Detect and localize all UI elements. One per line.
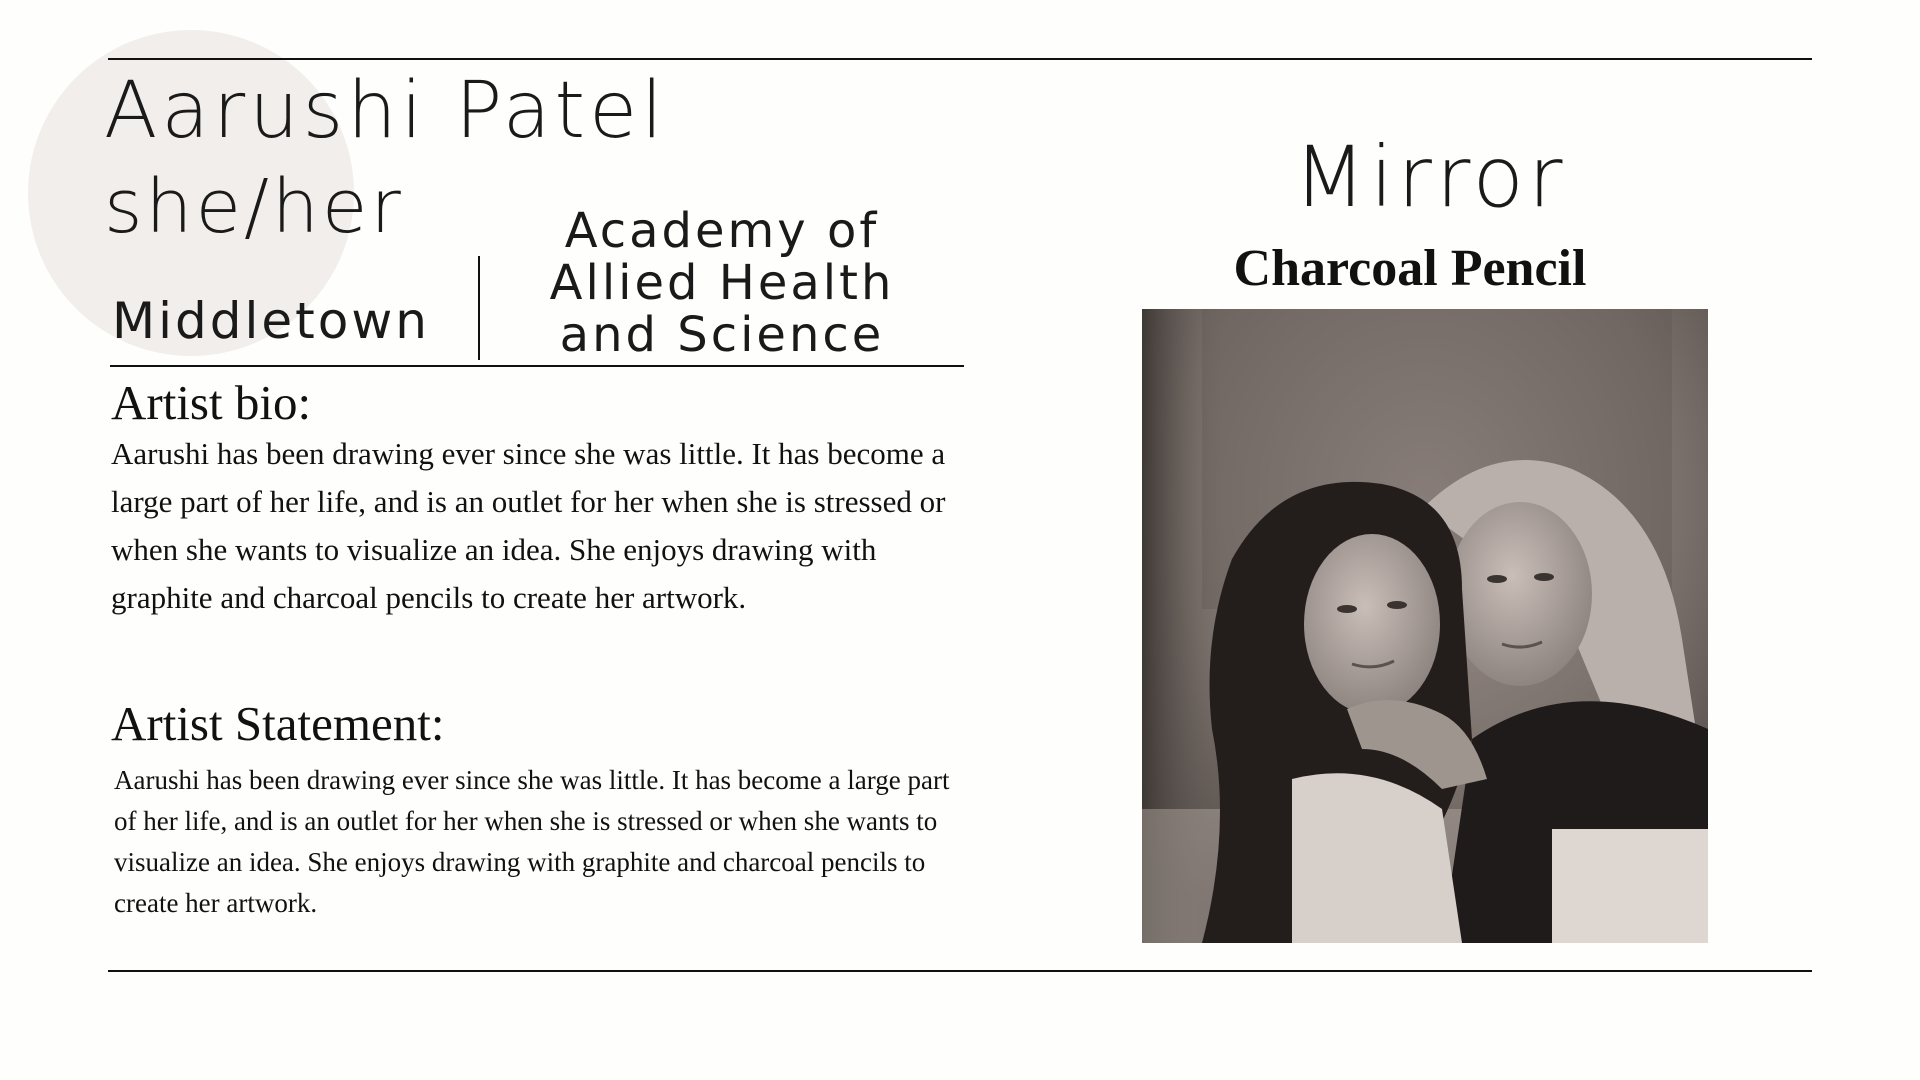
- top-divider: [108, 58, 1812, 60]
- header-divider: [110, 365, 964, 367]
- school-line-1: Academy of: [564, 203, 880, 259]
- school-line-2: Allied Health: [549, 255, 895, 311]
- artist-city: Middletown: [112, 292, 430, 350]
- school-line-3: and Science: [559, 307, 885, 363]
- artwork-medium: Charcoal Pencil: [1233, 240, 1587, 297]
- artwork-image: [1142, 309, 1708, 943]
- bottom-divider: [108, 970, 1812, 972]
- bio-heading: Artist bio:: [111, 375, 312, 430]
- vertical-divider: [478, 256, 480, 360]
- artist-school: [532, 205, 912, 361]
- artist-name: Aarushi Patel: [104, 66, 667, 156]
- artwork-title: Mirror: [1293, 128, 1567, 226]
- artist-pronouns: she/her: [104, 164, 404, 250]
- bio-text: Aarushi has been drawing ever since she was little. It has become a large part of her life, and is an outlet for her when she is stressed or when she wants to visualize an idea. She enjoys drawing with graphite and charcoal pencils to create her artwork.: [111, 436, 946, 615]
- statement-text: Aarushi has been drawing ever since she was little. It has become a large part of her life, and is an outlet for her when she is stressed or when she wants to visualize an idea. She enjoys drawing with graphite and charcoal pencils to create her artwork.: [114, 765, 950, 918]
- statement-heading: Artist Statement:: [111, 696, 445, 751]
